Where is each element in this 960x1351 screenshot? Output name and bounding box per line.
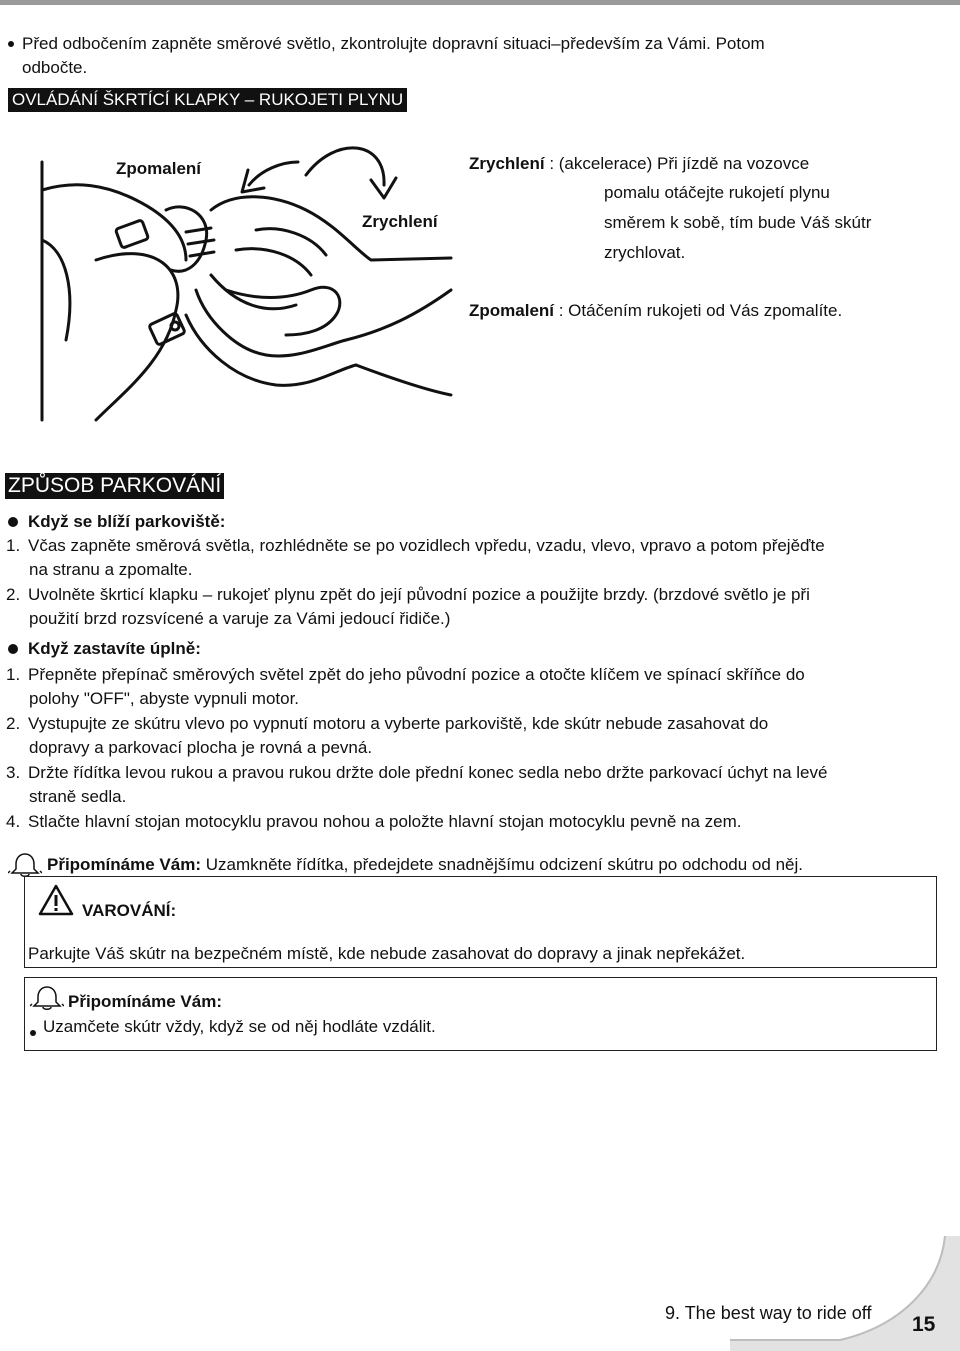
stop-item-2-l1: Vystupujte ze skútru vlevo po vypnutí motoru a vyberte parkoviště, kde skútr nebude zasahovat do	[28, 714, 769, 733]
footer-chapter: 9. The best way to ride off	[665, 1303, 872, 1323]
warning-triangle-icon	[38, 884, 74, 916]
approach-title: Když se blíží parkoviště:	[28, 512, 226, 531]
stop-item-1-num: 1.	[6, 665, 21, 684]
throttle-section-header: OVLÁDÁNÍ ŠKRTÍCÍ KLAPKY – RUKOJETI PLYNU	[8, 88, 407, 112]
stop-item-1-l2: polohy "OFF", abyste vypnuli motor.	[29, 689, 300, 708]
stop-title: Když zastavíte úplně:	[28, 639, 201, 658]
decel-text: : Otáčením rukojeti od Vás zpomalíte.	[554, 301, 843, 320]
top-border	[0, 0, 960, 5]
approach-item-1-l1: Včas zapněte směrová světla, rozhlédněte se po vozidlech vpředu, vzadu, vlevo, vpravo a potom přejěďte	[28, 536, 825, 555]
reminder-box	[24, 977, 937, 1051]
reminder-1-text: Uzamkněte řídítka, předejdete snadnějšímu odcizení skútru po odchodu od něj.	[201, 855, 803, 874]
bell-icon	[30, 984, 64, 1012]
approach-item-2-num: 2.	[6, 585, 21, 604]
reminder-1	[47, 853, 803, 877]
approach-item-2	[6, 583, 956, 631]
intro-bullet	[8, 41, 14, 47]
stop-item-1-l1: Přepněte přepínač směrových světel zpět do jeho původní pozice a otočte klíčem ve spínací skříňce do	[28, 665, 805, 684]
accel-line-1	[469, 152, 809, 176]
accel-line-3: směrem k sobě, tím bude Váš skútr	[604, 213, 872, 232]
decel-term: Zpomalení	[469, 301, 555, 320]
reminder-1-label: Připomínáme Vám:	[47, 855, 201, 874]
intro-line-1: Před odbočením zapněte směrové světlo, zkontrolujte dopravní situaci–především za Vámi. Potom	[22, 34, 765, 53]
accel-text: : (akcelerace) Při jízdě na vozovce	[544, 154, 810, 173]
stop-item-1	[6, 663, 956, 711]
stop-item-2	[6, 712, 956, 760]
stop-item-4	[6, 810, 956, 834]
approach-item-1	[6, 534, 956, 582]
accel-term: Zrychlení	[469, 154, 545, 173]
bell-icon	[8, 851, 42, 879]
stop-item-3	[6, 761, 956, 809]
accel-line-4: zrychlovat.	[604, 243, 686, 262]
label-slow: Zpomalení	[116, 159, 202, 178]
stop-bullet	[8, 644, 18, 654]
stop-item-4-l1: Stlačte hlavní stojan motocyklu pravou nohou a položte hlavní stojan motocyklu pevně na zem.	[28, 812, 742, 831]
intro-line-2: odbočte.	[22, 58, 88, 77]
approach-item-2-l1: Uvolněte škrticí klapku – rukojeť plynu zpět do její původní pozice a použijte brzdy. (brzdové světlo je při	[28, 585, 810, 604]
approach-item-2-l2: použití brzd rozsvícené a varuje za Vámi jedoucí řidiče.)	[29, 609, 451, 628]
decel-line	[469, 299, 842, 323]
stop-item-2-num: 2.	[6, 714, 21, 733]
accel-line-2: pomalu otáčejte rukojetí plynu	[604, 183, 830, 202]
approach-bullet	[8, 517, 18, 527]
footer-page-number: 15	[912, 1313, 936, 1336]
warning-title: VAROVÁNÍ:	[82, 901, 177, 920]
parking-section-header: ZPŮSOB PARKOVÁNÍ	[5, 473, 224, 499]
reminder-2-text: Uzamčete skútr vždy, když se od něj hodláte vzdálit.	[43, 1017, 436, 1036]
label-fast: Zrychlení	[362, 212, 438, 231]
reminder-2-bullet	[30, 1030, 36, 1036]
reminder-2-label: Připomínáme Vám:	[68, 992, 222, 1011]
approach-item-1-l2: na stranu a zpomalte.	[29, 560, 193, 579]
approach-item-1-num: 1.	[6, 536, 21, 555]
stop-item-3-l2: straně sedla.	[29, 787, 127, 806]
stop-item-3-num: 3.	[6, 763, 21, 782]
stop-item-4-num: 4.	[6, 812, 21, 831]
stop-item-2-l2: dopravy a parkovací plocha je rovná a pevná.	[29, 738, 373, 757]
warning-text: Parkujte Váš skútr na bezpečném místě, kde nebude zasahovat do dopravy a jinak nepřekážet.	[28, 944, 746, 963]
stop-item-3-l1: Držte řídítka levou rukou a pravou rukou držte dole přední konec sedla nebo držte parkovací úchyt na levé	[28, 763, 828, 782]
throttle-illustration	[36, 140, 456, 425]
